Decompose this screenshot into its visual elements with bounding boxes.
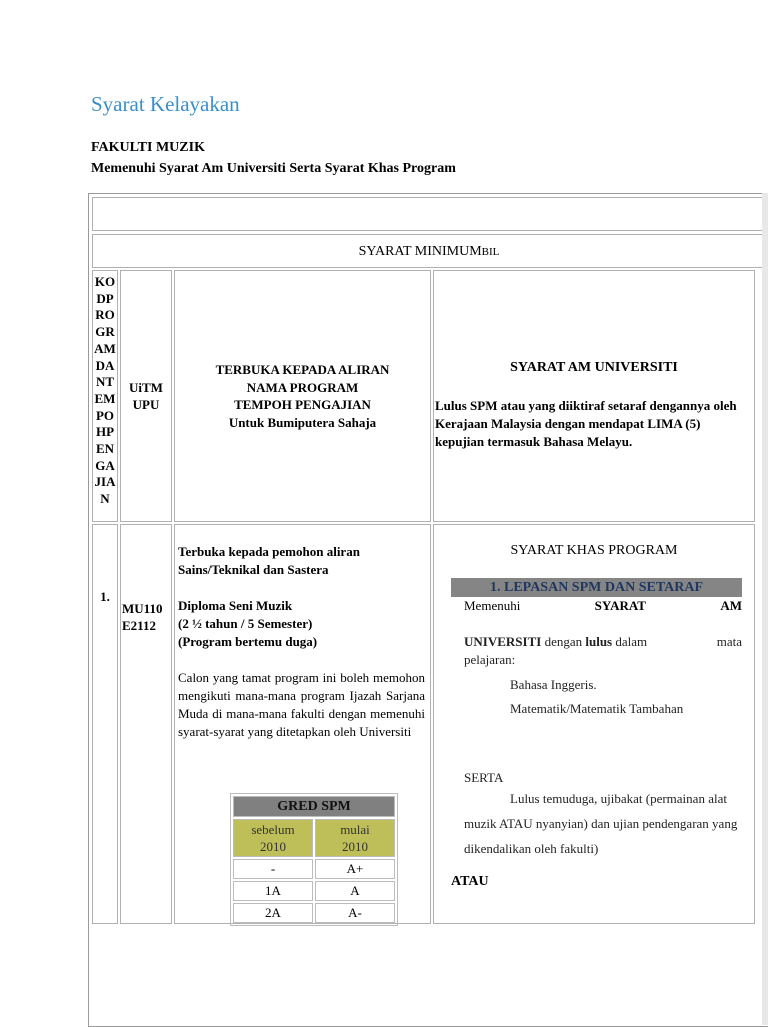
program-name: Diploma Seni Muzik xyxy=(178,598,293,613)
program-interview-note: (Program bertemu duga) xyxy=(178,634,318,649)
bumiputera-line: Untuk Bumiputera Sahaja xyxy=(228,414,377,430)
atau-label: ATAU xyxy=(451,874,489,889)
serta-label: SERTA xyxy=(464,770,504,785)
nama-program-line: NAMA PROGRAM xyxy=(246,379,359,395)
syarat-khas-title: SYARAT KHAS PROGRAM xyxy=(510,543,678,558)
program-info-header xyxy=(174,270,431,522)
program-duration: (2 ½ tahun / 5 Semester) xyxy=(178,616,313,631)
program-name-block xyxy=(178,597,317,651)
kod-program-header: KODPROGRAMDANTEMPOHPENGAJIAN xyxy=(92,270,118,522)
gred-cell: A- xyxy=(315,903,395,923)
memenuhi-text xyxy=(464,597,742,615)
syarat-am-title: SYARAT AM UNIVERSITI xyxy=(510,360,678,375)
requirements-table xyxy=(88,193,768,1027)
gred-cell: A+ xyxy=(315,859,395,879)
gred-cell: - xyxy=(233,859,313,879)
uitm-upu-header xyxy=(120,270,172,522)
minimum-label: SYARAT MINIMUM xyxy=(358,244,482,259)
temuduga-requirement: Lulus temuduga, ujibakat (permainan alat muzik ATAU nyanyian) dan ujian pendengaran yang dikendalikan oleh fakulti) xyxy=(464,791,738,856)
memenuhi-word: Memenuhi xyxy=(464,598,521,613)
gred-col-sebelum: sebelum 2010 xyxy=(233,819,313,857)
aliran-line1: Terbuka kepada pemohon aliran xyxy=(178,544,360,559)
upu-label: UPU xyxy=(132,397,160,412)
program-code-line1: MU110 xyxy=(122,601,163,616)
memenuhi-text-cont: UNIVERSITI dengan lulus dalam mata pelajaran: xyxy=(464,634,742,667)
gred-cell: 2A xyxy=(233,903,313,923)
syarat-am-bold: AM xyxy=(720,598,742,613)
gred-spm-table xyxy=(230,793,398,926)
gred-cell: 1A xyxy=(233,881,313,901)
aliran-info xyxy=(178,543,360,579)
program-note: Calon yang tamat program ini boleh memohon mengikuti mana-mana program Ijazah Sarjana Muda di mana-mana fakulti dengan memenuhi syarat-syarat yang ditetapkan oleh Universiti xyxy=(178,670,425,739)
empty-header-row xyxy=(92,197,766,231)
row-number: 1. xyxy=(92,524,118,924)
faculty-heading: FAKULTI MUZIK xyxy=(91,140,205,155)
page-title: Syarat Kelayakan xyxy=(91,92,240,116)
subject-bahasa-inggeris: Bahasa Inggeris. xyxy=(510,677,597,692)
terbuka-line: TERBUKA KEPADA ALIRAN xyxy=(215,362,390,377)
syarat-am-description: Lulus SPM atau yang diiktiraf setaraf dengannya oleh Kerajaan Malaysia dengan mendapat LIMA (5) kepujian termasuk Bahasa Melayu. xyxy=(435,398,737,449)
gred-cell: A xyxy=(315,881,395,901)
page-edge xyxy=(762,193,768,1025)
gred-col-mulai: mulai 2010 xyxy=(315,819,395,857)
gred-row xyxy=(233,903,395,923)
subject-matematik: Matematik/Matematik Tambahan xyxy=(510,701,684,716)
page-subtitle: Memenuhi Syarat Am Universiti Serta Syarat Khas Program xyxy=(91,161,456,176)
gred-row xyxy=(233,859,395,879)
section-bar-spm: 1. LEPASAN SPM DAN SETARAF xyxy=(451,578,742,597)
gred-spm-title: GRED SPM xyxy=(233,796,395,817)
program-code xyxy=(120,524,172,924)
gred-row xyxy=(233,881,395,901)
program-details xyxy=(174,524,431,924)
syarat-khas-program xyxy=(433,524,755,924)
bil-label: BIL xyxy=(481,246,500,258)
aliran-line2: Sains/Teknikal dan Sastera xyxy=(178,562,329,577)
minimum-requirements-header xyxy=(92,234,766,268)
syarat-am-bold: SYARAT xyxy=(594,598,646,613)
syarat-am-header xyxy=(433,270,755,522)
uitm-label: UiTM xyxy=(129,380,163,395)
program-code-line2: E2112 xyxy=(122,618,156,633)
tempoh-line: TEMPOH PENGAJIAN xyxy=(234,397,371,412)
